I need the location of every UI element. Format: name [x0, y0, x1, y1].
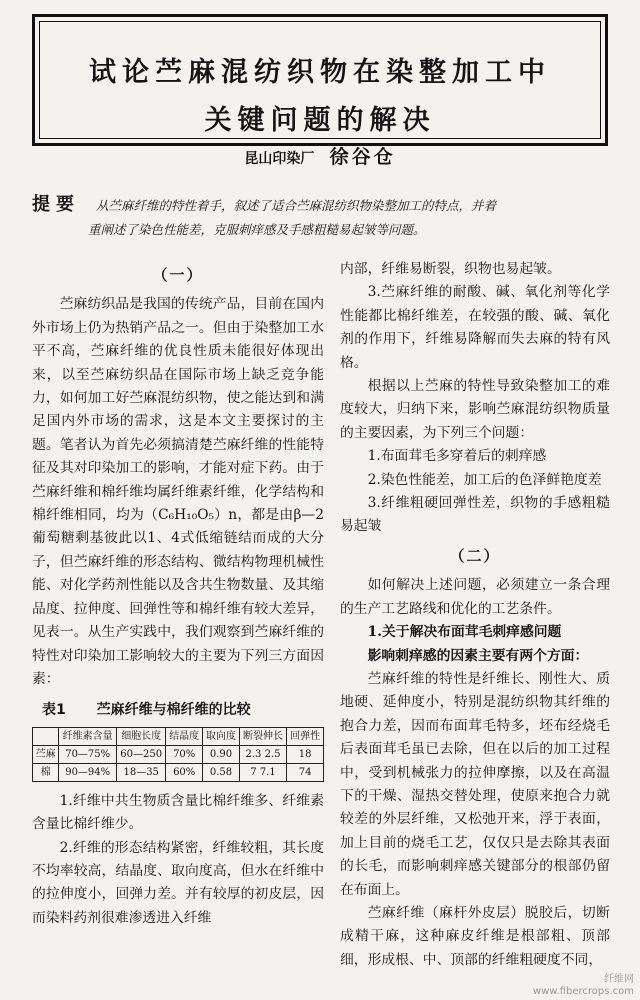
table-header-cell: 纤维素含量 [59, 727, 117, 745]
table-header-row [33, 727, 324, 745]
table-cell: 90—94% [59, 763, 117, 781]
table-cell: 70% [166, 745, 203, 763]
watermark-line-2: www.fibercrops.com [532, 986, 634, 997]
table-row [33, 745, 324, 763]
right-column [340, 258, 610, 972]
abstract-label: 提要 [32, 194, 80, 215]
table-cell: 棉 [33, 763, 59, 781]
table-cell: 7 7.1 [239, 763, 286, 781]
table-caption [32, 699, 324, 722]
table-cell: 0.58 [203, 763, 240, 781]
paragraph-continued: 内部，纤维易断裂，织物也易起皱。 [340, 261, 561, 277]
paragraph-degumming: 苎麻纤维（麻杆外皮层）脱胶后，切断成精干麻，这种麻皮纤维是根部粗、顶部细，形成根、中、顶部的纤维粗硬度不同， [340, 904, 610, 968]
paragraph-intro: 苎麻纺织品是我国的传统产品，目前在国内外市场上仍为热销产品之一。但由于染整加工水平不高，苎麻纤维的优良性质未能很好体现出来，以至苎麻纺织品在国际市场上缺乏竞争能力，如何加工好苎麻混纺织物，使之能达到和满足国内外市场的需求，这是本文主要探讨的主题。笔者认为首先必须搞清楚苎麻纤维的性能特征及其对印染加工的影响，才能对症下药。由于苎麻纤维和棉纤维均属纤维素纤维，化学结构和棉纤维相同，均为（C₆H₁₀O₅）n，都是由β—2葡萄糖剩基彼此以1、4式低缩链结而成的大分子，但苎麻纤维的形态结构、微结构物理机械性能、对化学药剂性能以及含共生物数量、及其缩品度、拉伸度、回弹性等和棉纤维有较大差异，见表一。从生产实践中，我们观察到苎麻纤维的特性对印染加工影响较大的主要为下列三方面因素： [32, 296, 324, 687]
watermark-line-1: 纤维网 [604, 974, 634, 985]
title-box [32, 14, 608, 146]
table-header-cell: 取向度 [203, 727, 240, 745]
watermark [533, 974, 634, 998]
paragraph-solution: 如何解决上述问题，必须建立一条合理的生产工艺路线和优化的工艺条件。 [340, 577, 610, 617]
abstract-text-1: 从苎麻纤维的特性着手，叙述了适合苎麻混纺织物染整加工的特点，并着 [96, 198, 497, 213]
author-name: 徐谷仓 [329, 146, 396, 168]
paragraph-fiber-properties: 苎麻纤维的特性是纤维长、刚性大、质地硬、延伸度小，特别是混纺织物其纤维的抱合力差，因而布面茸毛特多，坯布经烧毛后表面茸毛虽已去除，但在以后的加工过程中，受到机械张力的拉伸摩擦，以及在高温下的干燥、湿热交替处理，使原来抱合力就较差的外层纤维，又松弛开来，浮于表面，加上目前的烧毛工艺，仅仅只是去除其表面的长毛，而影响刺痒感关键部分的根部仍留在布面上。 [340, 670, 610, 898]
title-line-1: 试论苎麻混纺织物在染整加工中 [89, 57, 551, 88]
table-header-cell: 回弹性 [287, 727, 324, 745]
table-cell: 2.3 2.5 [239, 745, 286, 763]
list-item-1: 1.纤维中共生物质含量比棉纤维多、纤维素含量比棉纤维少。 [32, 792, 324, 833]
problem-item-1: 1.布面茸毛多穿着后的刺痒感 [367, 448, 547, 465]
list-item-3: 3.苎麻纤维的耐酸、碱、氧化剂等化学性能都比棉纤维差，在较强的酸、碱、氧化剂的作用下，纤维易降解而失去麻的特有风格。 [340, 284, 610, 371]
subheading-1: 1.关于解决布面茸毛刺痒感问题 [367, 624, 562, 641]
list-item-2: 2.纤维的形态结构紧密，纤维较粗，其长度不均率较高，结晶度、取向度高，但水在纤维中的拉伸度小，回弹力差。并有较厚的初皮层，因而染料药剂很难渗透进入纤维 [32, 839, 324, 926]
abstract-text-2: 重阐述了染色性能差，克服刺痒感及手感粗糙易起皱等问题。 [88, 222, 426, 237]
table-cell: 18—35 [117, 763, 166, 781]
table-title: 苎麻纤维与棉纤维的比较 [96, 702, 251, 719]
section-heading-1: （一） [152, 266, 204, 284]
left-column [32, 258, 324, 930]
factory-name: 昆山印染厂 [244, 151, 315, 167]
abstract [32, 193, 608, 242]
paragraph-summary: 根据以上苎麻的特性导致染整加工的难度较大，归纳下来，影响苎麻混纺织物质量的主要因素，为下列三个问题： [340, 378, 610, 441]
table-cell: 60% [166, 763, 203, 781]
table-header-cell: 细胞长度 [117, 727, 166, 745]
table-cell: 0.90 [203, 745, 240, 763]
comparison-table [32, 727, 324, 782]
section-heading-2: （二） [449, 546, 501, 565]
table-row [33, 763, 324, 781]
problem-item-2: 2.染色性能差，加工后的色泽鲜艳度差 [367, 471, 602, 488]
table-cell: 70—75% [59, 745, 117, 763]
byline [0, 142, 640, 169]
title-line-2: 关键问题的解决 [204, 105, 436, 136]
table-label: 表1 [42, 702, 66, 719]
problem-item-3: 3.纤维粗硬回弹性差，织物的手感粗糙易起皱 [340, 495, 610, 535]
subheading-lead: 影响刺痒感的因素主要有两个方面： [367, 647, 589, 664]
table-cell: 18 [287, 745, 324, 763]
table-header-cell [33, 727, 59, 745]
table-cell: 60—250 [117, 745, 166, 763]
table-cell: 74 [287, 763, 324, 781]
title-inner-border [39, 21, 601, 139]
table-header-cell: 结晶度 [166, 727, 203, 745]
table-cell: 苎麻 [33, 745, 59, 763]
table-header-cell: 断裂伸长 [239, 727, 286, 745]
